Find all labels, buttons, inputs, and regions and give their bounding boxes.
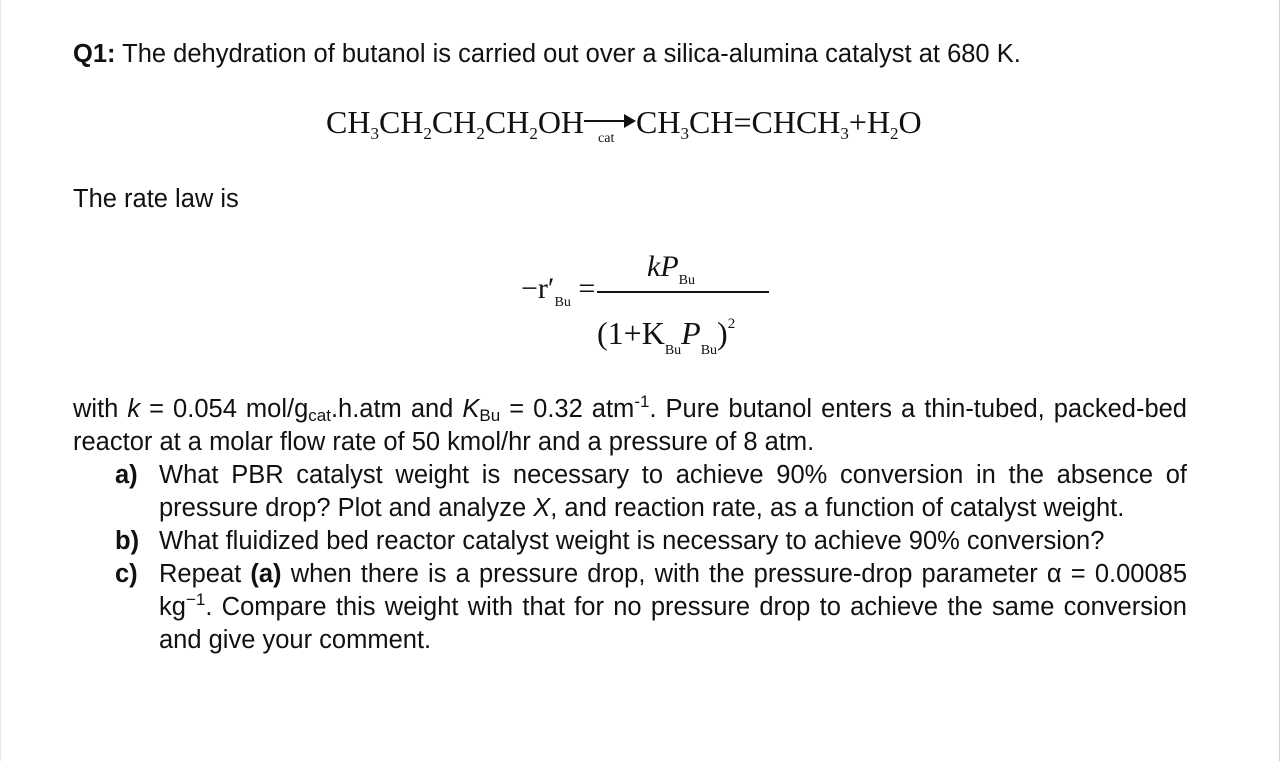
subscript: 3	[840, 124, 849, 143]
denominator-close: )	[717, 315, 728, 351]
subscript: Bu	[554, 295, 571, 310]
list-item	[115, 459, 1187, 525]
problem-paragraph	[73, 393, 1187, 459]
subscript: 2	[529, 124, 538, 143]
subscript: 2	[890, 124, 899, 143]
item-marker: b)	[115, 527, 140, 555]
subscript: 2	[423, 124, 432, 143]
para-text: .h.atm and	[330, 395, 463, 423]
rate-law-numerator	[647, 252, 695, 296]
reactant-ch: CH	[431, 104, 477, 140]
subscript: Bu	[479, 406, 501, 425]
item-text: What PBR catalyst weight is necessary to achieve 90% conversion in the absence of pressure drop? Plot and analyze	[159, 461, 1187, 522]
item-marker: a)	[115, 461, 138, 489]
fraction-bar	[597, 291, 769, 293]
reaction-arrow-icon	[584, 105, 636, 146]
sub-questions-list	[115, 459, 1187, 657]
rate-law-intro: The rate law is	[73, 185, 239, 213]
item-text: Repeat	[159, 560, 251, 588]
question-text: The dehydration of butanol is carried out over a silica-alumina catalyst at 680 K.	[122, 40, 1021, 68]
para-text: = 0.32 atm	[500, 395, 635, 423]
subscript: Bu	[678, 273, 695, 288]
exponent: 2	[727, 316, 736, 332]
subscript: 2	[476, 124, 485, 143]
list-item	[115, 525, 1187, 558]
item-text: when there is a pressure drop, with the pressure-drop parameter α = 0.00085 kg	[159, 560, 1187, 621]
rate-law-equation	[521, 248, 781, 360]
denominator-p: P	[681, 315, 701, 351]
rate-symbol: −r′	[521, 272, 555, 305]
reactant-ch: CH	[484, 104, 530, 140]
item-text: . Compare this weight with that for no pressure drop to achieve the same conversion and give your comment.	[159, 593, 1187, 654]
numerator-kp: kP	[647, 250, 679, 283]
para-text: . Pure butanol enters a thin-tubed, packed-bed reactor at a molar flow rate of 50 kmol/hr and a pressure of 8 atm.	[73, 395, 1187, 456]
k-symbol: k	[127, 395, 141, 423]
product-alkene: CH=CHCH	[688, 104, 841, 140]
reactant-ch: CH	[326, 104, 371, 140]
denominator-open: (1+K	[597, 315, 665, 351]
x-symbol: X	[533, 494, 551, 522]
subscript: Bu	[700, 343, 718, 358]
reactant-oh: OH	[537, 104, 585, 140]
K-symbol: K	[462, 395, 480, 423]
subscript: 3	[680, 124, 689, 143]
item-text: What fluidized bed reactor catalyst weight is necessary to achieve 90% conversion?	[159, 527, 1105, 555]
product-water-o: O	[898, 104, 922, 140]
subscript: cat	[308, 406, 331, 425]
arrow-catalyst-label: cat	[598, 131, 615, 146]
list-item	[115, 558, 1187, 657]
reactant-ch: CH	[378, 104, 424, 140]
product-ch: CH	[636, 104, 681, 140]
rate-law-lhs	[521, 274, 595, 318]
question-label: Q1:	[73, 40, 116, 68]
para-text: with	[73, 395, 128, 423]
rate-law-denominator	[597, 304, 735, 371]
para-text: = 0.054 mol/g	[140, 395, 309, 423]
exponent: −1	[185, 590, 206, 609]
reaction-equation	[326, 100, 922, 156]
subscript: 3	[370, 124, 379, 143]
item-marker: c)	[115, 560, 138, 588]
equals-sign: =	[578, 272, 596, 305]
item-text: , and reaction rate, as a function of catalyst weight.	[550, 494, 1125, 522]
subscript: Bu	[664, 343, 682, 358]
item-reference: (a)	[250, 560, 282, 588]
question-line	[73, 38, 1021, 71]
exponent: -1	[634, 392, 650, 411]
product-water-h: +H	[848, 104, 891, 140]
